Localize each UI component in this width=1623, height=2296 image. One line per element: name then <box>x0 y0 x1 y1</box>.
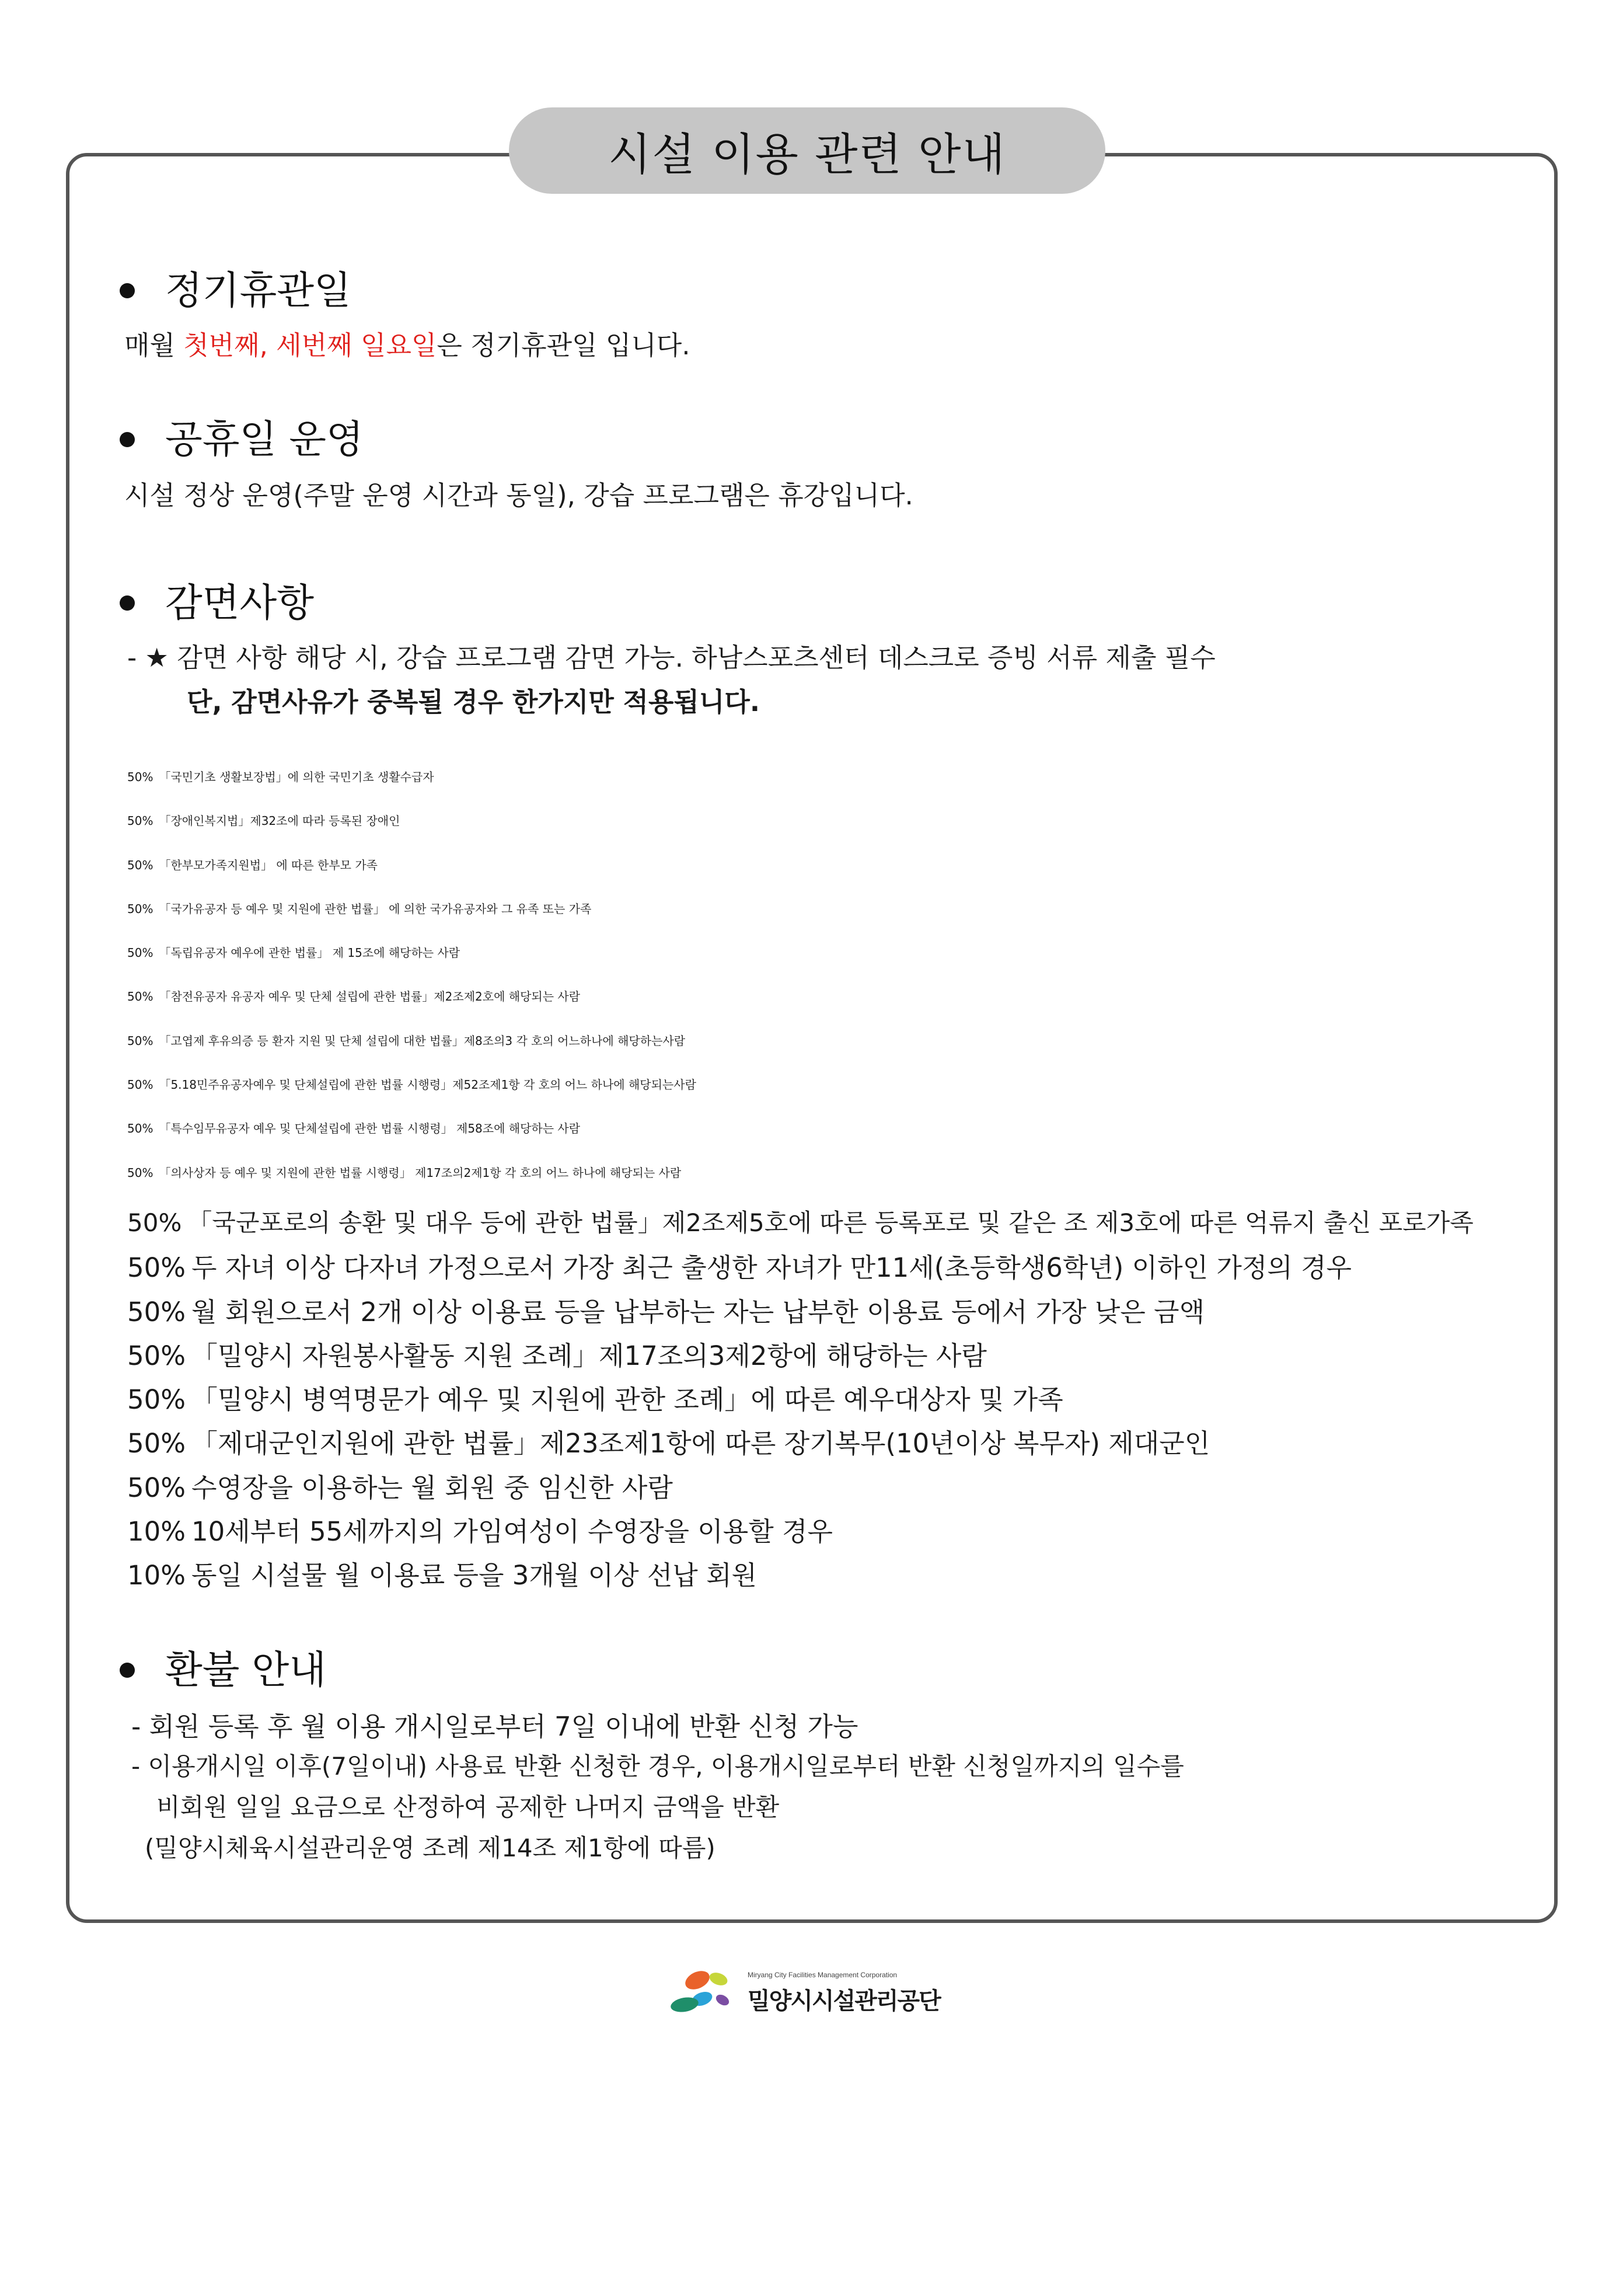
discount-item-text: 「한부모가족지원법」 에 따른 한부모 가족 <box>159 858 378 872</box>
discount-item-text: 「특수임무유공자 예우 및 단체설립에 관한 법률 시행령」 제58조에 해당하는 사람 <box>159 1121 581 1136</box>
discount-list <box>127 771 1474 1607</box>
discount-item <box>127 1123 1474 1166</box>
discount-item <box>127 815 1474 859</box>
discount-item-text: 「고엽제 후유의증 등 환자 지원 및 단체 설립에 대한 법률」제8조의3 각 호의 어느하나에 해당하는사람 <box>159 1033 686 1048</box>
discount-item <box>127 991 1474 1034</box>
logo-mark-icon <box>667 1964 743 2022</box>
discount-item-percent: 50% <box>127 1208 182 1237</box>
discount-item <box>127 1208 1474 1255</box>
discount-item-text: 「밀양시 자원봉사활동 지원 조례」제17조의3제2항에 해당하는 사람 <box>191 1340 987 1371</box>
discount-item-text: 「5.18민주유공자예우 및 단체설립에 관한 법률 시행령」제52조제1항 각 호의 어느 하나에 해당되는사람 <box>159 1078 696 1092</box>
discount-note-line2: 단, 감면사유가 중복될 경우 한가지만 적용됩니다. <box>187 687 760 717</box>
discount-item-percent: 50% <box>127 990 153 1004</box>
discount-item-percent: 50% <box>127 1340 186 1371</box>
discount-item <box>127 1472 1474 1518</box>
discount-note-line1: - ★ 감면 사항 해당 시, 강습 프로그램 감면 가능. 하남스포츠센터 데스크로 증빙 서류 제출 필수 <box>127 642 1216 673</box>
bullet-icon <box>120 432 135 447</box>
discount-item-percent: 50% <box>127 858 153 872</box>
discount-item-percent: 10% <box>127 1560 186 1591</box>
refund-line1: - 회원 등록 후 월 이용 개시일로부터 7일 이내에 반환 신청 가능 <box>131 1711 858 1742</box>
discount-item-percent: 10% <box>127 1516 186 1548</box>
bullet-icon <box>120 1663 135 1678</box>
discount-item <box>127 1252 1474 1298</box>
closed-days-prefix: 매월 <box>124 330 184 361</box>
discount-item <box>127 771 1474 815</box>
closed-days-text <box>124 330 690 361</box>
discount-item-text: 「장애인복지법」제32조에 따라 등록된 장애인 <box>159 814 400 828</box>
discount-item-percent: 50% <box>127 1296 186 1328</box>
discount-item-percent: 50% <box>127 1472 186 1503</box>
section-heading-label: 공휴일 운영 <box>165 417 364 462</box>
discount-item-text: 「참전유공자 유공자 예우 및 단체 설립에 관한 법률」제2조제2호에 해당되는 사람 <box>159 990 581 1004</box>
discount-item-text: 동일 시설물 월 이용료 등을 3개월 이상 선납 회원 <box>191 1560 758 1591</box>
discount-item <box>127 1430 1474 1474</box>
discount-item-percent: 50% <box>127 946 153 960</box>
discount-item-percent: 50% <box>127 901 153 916</box>
discount-item <box>127 1518 1474 1562</box>
discount-item <box>127 1035 1474 1079</box>
discount-item-percent: 50% <box>127 770 153 784</box>
discount-item <box>127 1562 1474 1606</box>
discount-item-text: 10세부터 55세까지의 가임여성이 수영장을 이용할 경우 <box>191 1516 833 1548</box>
discount-item-percent: 50% <box>127 1033 153 1048</box>
discount-item <box>127 1340 1474 1386</box>
section-heading-holiday <box>120 417 364 462</box>
discount-item-percent: 50% <box>127 1121 153 1136</box>
discount-item-text: 「제대군인지원에 관한 법률」제23조제1항에 따른 장기복무(10년이상 복무자) 제대군인 <box>191 1428 1210 1459</box>
section-heading-label: 정기휴관일 <box>165 268 351 313</box>
discount-item <box>127 903 1474 947</box>
discount-item <box>127 859 1474 903</box>
section-heading-label: 감면사항 <box>165 580 315 625</box>
discount-item-text: 월 회원으로서 2개 이상 이용료 등을 납부하는 자는 납부한 이용료 등에서 가장 낮은 금액 <box>191 1296 1205 1328</box>
section-heading-refund <box>120 1647 327 1692</box>
discount-item-text: 「국가유공자 등 예우 및 지원에 관한 법률」 에 의한 국가유공자와 그 유족 또는 가족 <box>159 901 592 916</box>
refund-line2: - 이용개시일 이후(7일이내) 사용료 반환 신청한 경우, 이용개시일로부터 반환 신청일까지의 일수를 <box>131 1752 1184 1781</box>
page-title: 시설 이용 관련 안내 <box>509 107 1105 194</box>
discount-item-text: 「의사상자 등 예우 및 지원에 관한 법률 시행령」 제17조의2제1항 각 호의 어느 하나에 해당되는 사람 <box>159 1165 682 1180</box>
discount-item-text: 「밀양시 병역명문가 예우 및 지원에 관한 조례」에 따른 예우대상자 및 가족 <box>191 1384 1063 1416</box>
closed-days-suffix: 은 정기휴관일 입니다. <box>437 330 690 361</box>
discount-item-text: 「국민기초 생활보장법」에 의한 국민기초 생활수급자 <box>159 770 434 784</box>
discount-item <box>127 1167 1474 1211</box>
refund-line4: (밀양시체육시설관리운영 조례 제14조 제1항에 따름) <box>145 1834 715 1862</box>
bullet-icon <box>120 283 135 298</box>
bullet-icon <box>120 595 135 611</box>
discount-item <box>127 947 1474 991</box>
logo-korean-text: 밀양시시설관리공단 <box>748 1987 940 2015</box>
discount-item-text: 「국군포로의 송환 및 대우 등에 관한 법률」제2조제5호에 따른 등록포로 및 같은 조 제3호에 따른 억류지 출신 포로가족 <box>187 1208 1474 1237</box>
section-heading-closed-days <box>120 268 351 313</box>
discount-item-percent: 50% <box>127 1165 153 1180</box>
discount-item-text: 「독립유공자 예우에 관한 법률」 제 15조에 해당하는 사람 <box>159 946 460 960</box>
organization-logo <box>667 1964 940 2022</box>
closed-days-highlight: 첫번째, 세번째 일요일 <box>183 330 437 361</box>
discount-item <box>127 1079 1474 1123</box>
discount-item <box>127 1296 1474 1343</box>
discount-item-percent: 50% <box>127 1078 153 1092</box>
discount-item-text: 두 자녀 이상 다자녀 가정으로서 가장 최근 출생한 자녀가 만11세(초등학생6학년) 이하인 가정의 경우 <box>191 1252 1352 1284</box>
discount-item-percent: 50% <box>127 814 153 828</box>
discount-item <box>127 1386 1474 1430</box>
holiday-text: 시설 정상 운영(주말 운영 시간과 동일), 강습 프로그램은 휴강입니다. <box>124 480 913 511</box>
discount-item-percent: 50% <box>127 1384 186 1416</box>
logo-english-text: Miryang City Facilities Management Corporation <box>748 1970 898 1979</box>
discount-item-text: 수영장을 이용하는 월 회원 중 임신한 사람 <box>191 1472 673 1503</box>
refund-line3: 비회원 일일 요금으로 산정하여 공제한 나머지 금액을 반환 <box>156 1793 780 1821</box>
section-heading-discount <box>120 580 315 625</box>
section-heading-label: 환불 안내 <box>165 1647 327 1692</box>
discount-item-percent: 50% <box>127 1428 186 1459</box>
discount-item-percent: 50% <box>127 1252 186 1284</box>
